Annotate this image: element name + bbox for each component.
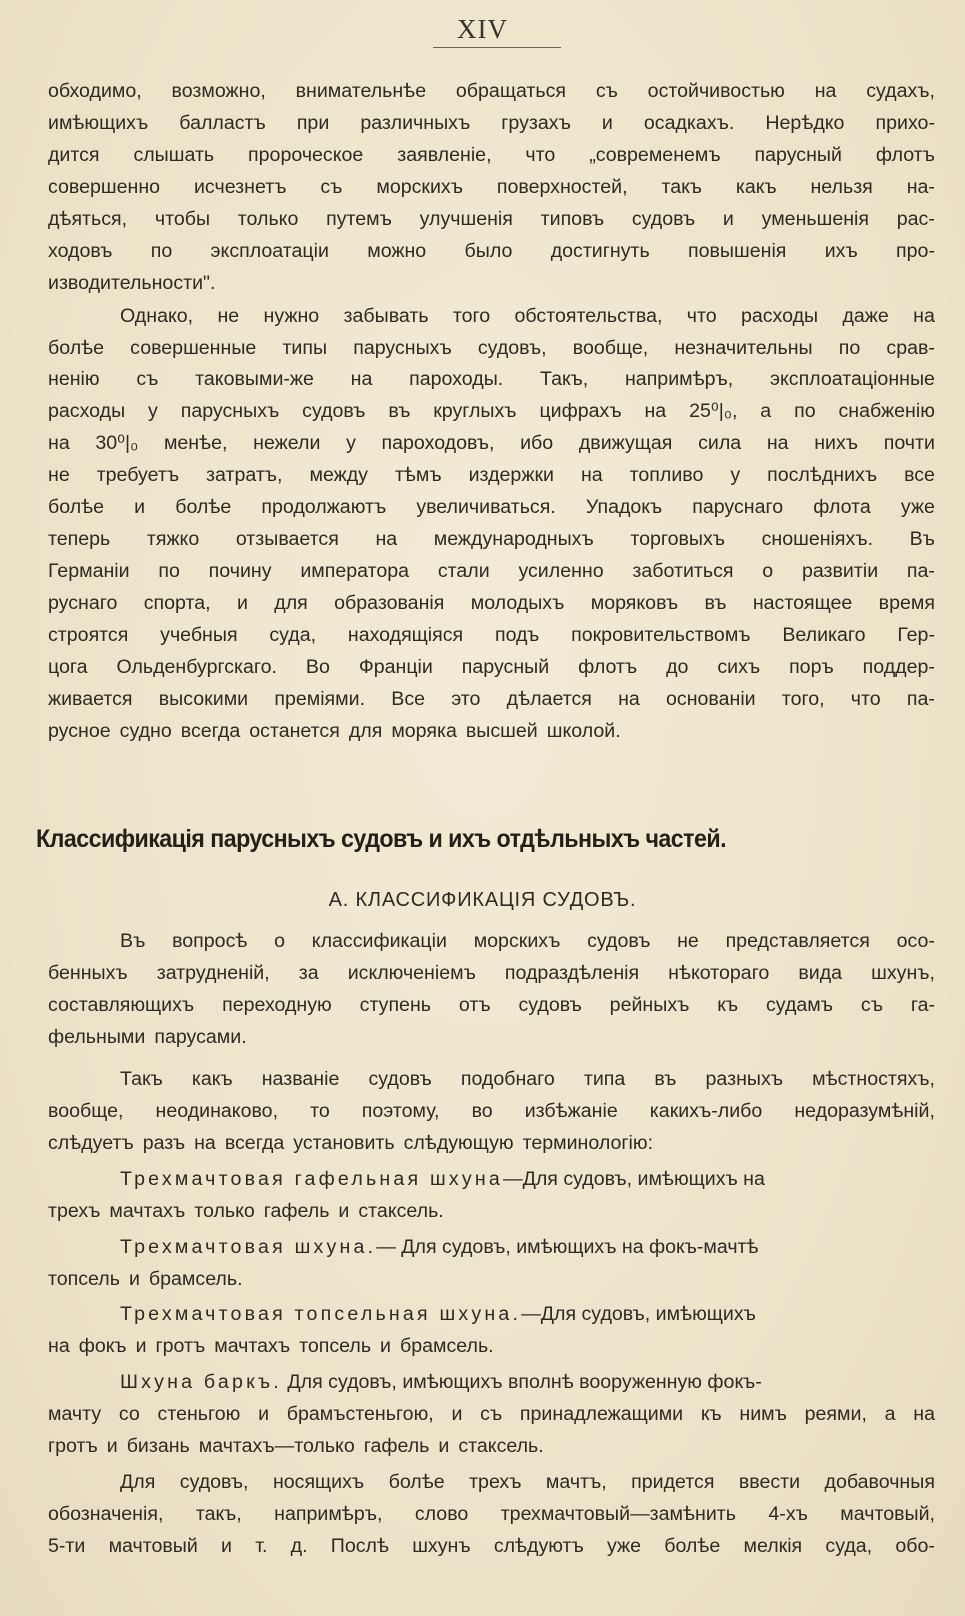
text-line: болѣе совершенные типы парусныхъ судовъ, вообще, незначительны по срав- — [48, 337, 935, 359]
text-line: мачту со стеньгою и брамъстеньгою, и съ принадлежащими къ нимъ реями, а на — [48, 1403, 935, 1425]
text-line: теперь тяжко отзывается на международныхъ торговыхъ сношеніяхъ. Въ — [48, 528, 935, 550]
text-line: расходы у парусныхъ судовъ въ круглыхъ цифрахъ на 25⁰|₀, а по снабженію — [48, 400, 935, 422]
text-line: цога Ольденбургскаго. Во Франціи парусный флотъ до сихъ поръ поддер- — [48, 656, 935, 678]
text-line: 5-ти мачтовый и т. д. Послѣ шхунъ слѣдуютъ уже болѣе мелкія суда, обо- — [48, 1535, 935, 1557]
text-line: дится слышать пророческое заявленіе, что „современемъ парусный флотъ — [48, 144, 935, 166]
text-line: совершенно исчезнетъ съ морскихъ поверхностей, такъ какъ нельзя на- — [48, 176, 935, 198]
text-line: Германіи по почину императора стали усиленно заботиться о развитіи па- — [48, 560, 935, 582]
text-line: дѣяться, чтобы только путемъ улучшенія типовъ судовъ и уменьшенія рас- — [48, 208, 935, 230]
page-number-rule — [433, 47, 561, 48]
text-line: руснаго спорта, и для образованія молодыхъ моряковъ въ настоящее время — [48, 592, 935, 614]
text-line: Для судовъ, носящихъ болѣе трехъ мачтъ, придется ввести добавочныя — [120, 1471, 935, 1493]
text-line: гротъ и бизань мачтахъ—только гафель и стаксель. — [48, 1435, 544, 1457]
text-line: обозначенія, такъ, напримѣръ, слово трехмачтовый—замѣнить 4-хъ мачтовый, — [48, 1503, 935, 1525]
text-line: фельными парусами. — [48, 1026, 247, 1048]
text-line: топсель и брамсель. — [48, 1268, 243, 1290]
text-line: Однако, не нужно забывать того обстоятельства, что расходы даже на — [120, 305, 935, 327]
text-line: составляющихъ переходную ступень отъ судовъ рейныхъ къ судамъ съ га- — [48, 994, 935, 1016]
chapter-title: Классификація парусныхъ судовъ и ихъ отдѣльныхъ частей. — [36, 825, 727, 853]
text-line: болѣе и болѣе продолжаютъ увеличиваться. Упадокъ паруснаго флота уже — [48, 496, 935, 518]
term-definition-line: Трехмачтовая топсельная шхуна. —Для судовъ, имѣющихъ — [120, 1303, 756, 1325]
text-line: живается высокими преміями. Все это дѣлается на основаніи того, что па- — [48, 688, 935, 710]
text-line: Въ вопросѣ о классификаціи морскихъ судовъ не представляется осо- — [120, 930, 935, 952]
text-line: слѣдуетъ разъ на всегда установить слѣдующую терминологію: — [48, 1132, 654, 1154]
text-line: ходовъ по эксплоатаціи можно было достигнуть повышенія ихъ про- — [48, 240, 935, 262]
text-line: не требуетъ затратъ, между тѣмъ издержки на топливо у послѣднихъ все — [48, 464, 935, 486]
term-definition-line: Трехмачтовая шхуна. — Для судовъ, имѣющихъ на фокъ-мачтѣ — [120, 1236, 759, 1258]
term-definition-line: Трехмачтовая гафельная шхуна —Для судовъ, имѣющихъ на — [120, 1168, 765, 1190]
text-line: на фокъ и гротъ мачтахъ топсель и брамсель. — [48, 1335, 494, 1357]
term-definition-line: Шхуна баркъ. Для судовъ, имѣющихъ вполнѣ вооруженную фокъ- — [120, 1371, 762, 1393]
text-line: ненію съ таковыми-же на пароходы. Такъ, напримѣръ, эксплоатаціонные — [48, 368, 935, 390]
section-title: А. КЛАССИФИКАЦІЯ СУДОВЪ. — [328, 889, 637, 911]
term-name: Трехмачтовая топсельная шхуна. — [120, 1303, 522, 1325]
text-line: изводительности". — [48, 272, 216, 294]
text-line: бенныхъ затрудненій, за исключеніемъ подраздѣленія нѣкотораго вида шхунъ, — [48, 962, 935, 984]
page-number: XIV — [457, 14, 508, 44]
text-line: вообще, неодинаково, то поэтому, во избѣжаніе какихъ-либо недоразумѣній, — [48, 1100, 935, 1122]
term-name: Трехмачтовая шхуна. — [120, 1236, 377, 1258]
term-name: Шхуна баркъ. — [120, 1371, 282, 1393]
text-line: на 30⁰|₀ менѣе, нежели у пароходовъ, ибо движущая сила на нихъ почти — [48, 432, 935, 454]
text-line: строятся учебныя суда, находящіяся подъ покровительствомъ Великаго Гер- — [48, 624, 935, 646]
text-line: Такъ какъ названіе судовъ подобнаго типа въ разныхъ мѣстностяхъ, — [120, 1068, 935, 1090]
text-line: трехъ мачтахъ только гафель и стаксель. — [48, 1200, 444, 1222]
text-line: обходимо, возможно, внимательнѣе обращаться съ остойчивостью на судахъ, — [48, 80, 935, 102]
text-line: русное судно всегда останется для моряка высшей школой. — [48, 720, 621, 742]
term-name: Трехмачтовая гафельная шхуна — [120, 1168, 503, 1190]
text-line: имѣющихъ балластъ при различныхъ грузахъ и осадкахъ. Нерѣдко прихо- — [48, 112, 935, 134]
